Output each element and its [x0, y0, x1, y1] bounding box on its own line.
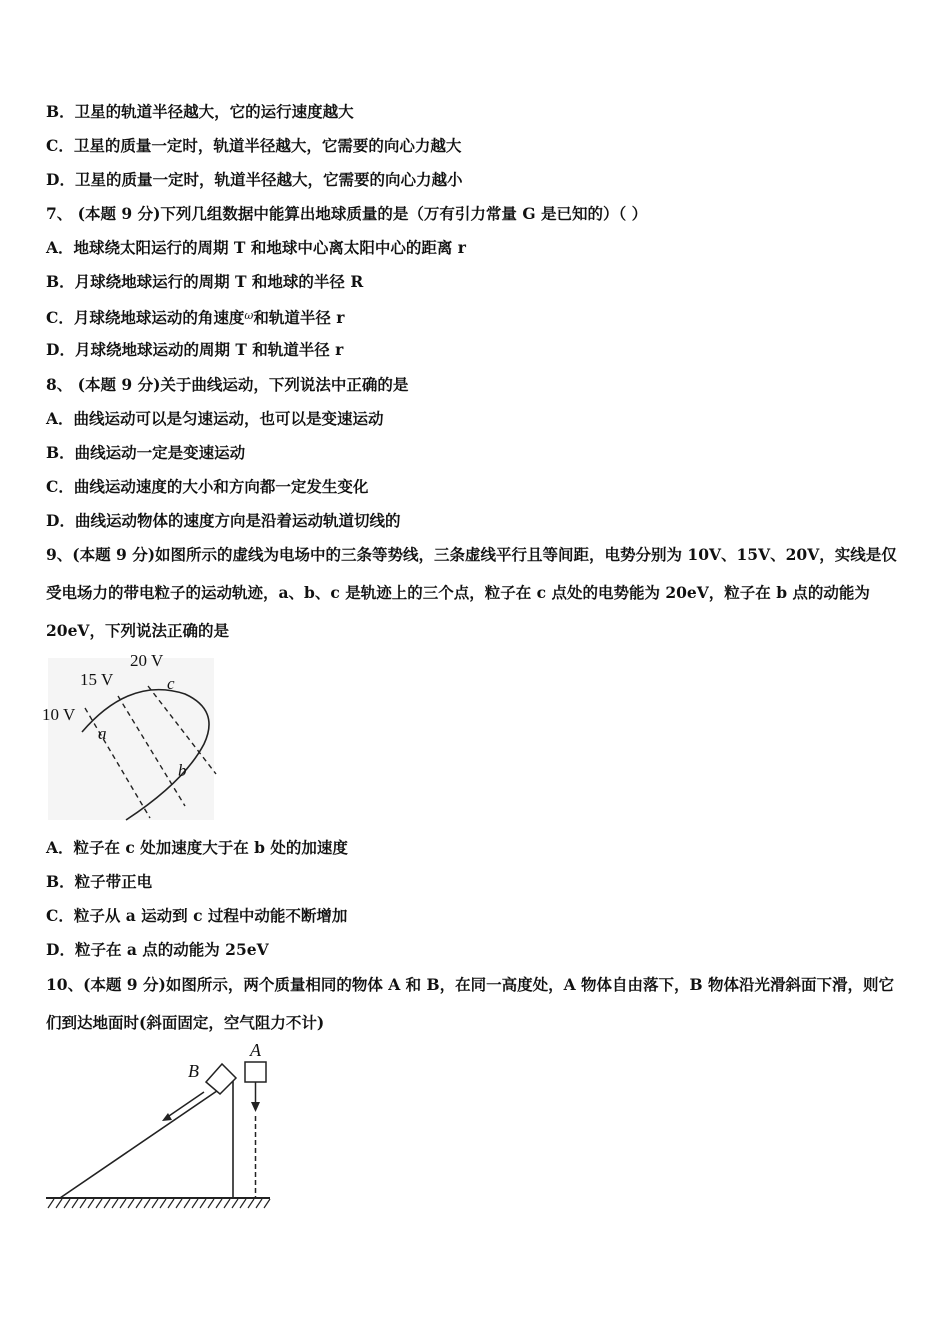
q6-option-c: C．卫星的质量一定时，轨道半径越大，它需要的向心力越大 [46, 136, 462, 155]
equipotential-figure [40, 648, 220, 824]
q7-option-b: B．月球绕地球运行的周期 T 和地球的半径 R [46, 272, 364, 291]
q7-option-a: A．地球绕太阳运行的周期 T 和地球中心离太阳中心的距离 r [46, 238, 466, 257]
q10-stem: 10、(本题 9 分)如图所示，两个质量相同的物体 A 和 B，在同一高度处，A 物体自由落下，B 物体沿光滑斜面下滑，则它们到达地面时(斜面固定，空气阻力不计) [46, 975, 895, 1032]
label-15v: 15 V [80, 670, 114, 689]
label-20v: 20 V [130, 651, 164, 670]
velocity-arrow-a [251, 1082, 260, 1112]
q9-option-a: A．粒子在 c 处加速度大于在 b 处的加速度 [46, 838, 348, 857]
q6-option-d: D．卫星的质量一定时，轨道半径越大，它需要的向心力越小 [46, 170, 463, 189]
q7-option-c-text: C．月球绕地球运动的角速度 [46, 308, 245, 327]
velocity-arrow-b [162, 1092, 204, 1121]
q9-option-d: D．粒子在 a 点的动能为 25eV [46, 940, 269, 959]
block-a [245, 1062, 266, 1082]
incline-figure [44, 1036, 276, 1212]
label-10v: 10 V [42, 705, 76, 724]
label-a: A [250, 1040, 261, 1060]
q8-option-b: B．曲线运动一定是变速运动 [46, 443, 246, 462]
label-b: B [188, 1061, 199, 1081]
q7-option-c [46, 306, 908, 328]
incline-surface [60, 1080, 233, 1198]
q8-option-a: A．曲线运动可以是匀速运动，也可以是变速运动 [46, 409, 384, 428]
q7-stem: 7、 (本题 9 分)下列几组数据中能算出地球质量的是（万有引力常量 G 是已知的）（ ） [46, 204, 648, 223]
q9-option-b: B．粒子带正电 [46, 872, 153, 891]
q7-option-d: D．月球绕地球运动的周期 T 和轨道半径 r [46, 340, 344, 359]
omega-symbol: ω [244, 309, 254, 322]
point-c: c [167, 674, 175, 693]
q8-stem: 8、 (本题 9 分)关于曲线运动，下列说法中正确的是 [46, 375, 409, 394]
q8-option-c: C．曲线运动速度的大小和方向都一定发生变化 [46, 477, 369, 496]
q6-option-b: B．卫星的轨道半径越大，它的运行速度越大 [46, 102, 354, 121]
q9-option-c: C．粒子从 a 运动到 c 过程中动能不断增加 [46, 906, 348, 925]
q7-option-c-tail: 和轨道半径 r [253, 308, 345, 327]
point-b: b [178, 761, 187, 780]
block-b [206, 1064, 236, 1094]
q8-option-d: D．曲线运动物体的速度方向是沿着运动轨道切线的 [46, 511, 401, 530]
point-a: a [98, 724, 107, 743]
ground-hatching [48, 1199, 270, 1208]
q9-stem: 9、(本题 9 分)如图所示的虚线为电场中的三条等势线，三条虚线平行且等间距，电势分别为 10V、15V、20V，实线是仅受电场力的带电粒子的运动轨迹，a、b、c 是轨迹上的三个点，粒子在 c 点处的电势能为 20eV，粒子在 b 点的动能为 20eV，下列说法正确的是 [46, 545, 897, 640]
